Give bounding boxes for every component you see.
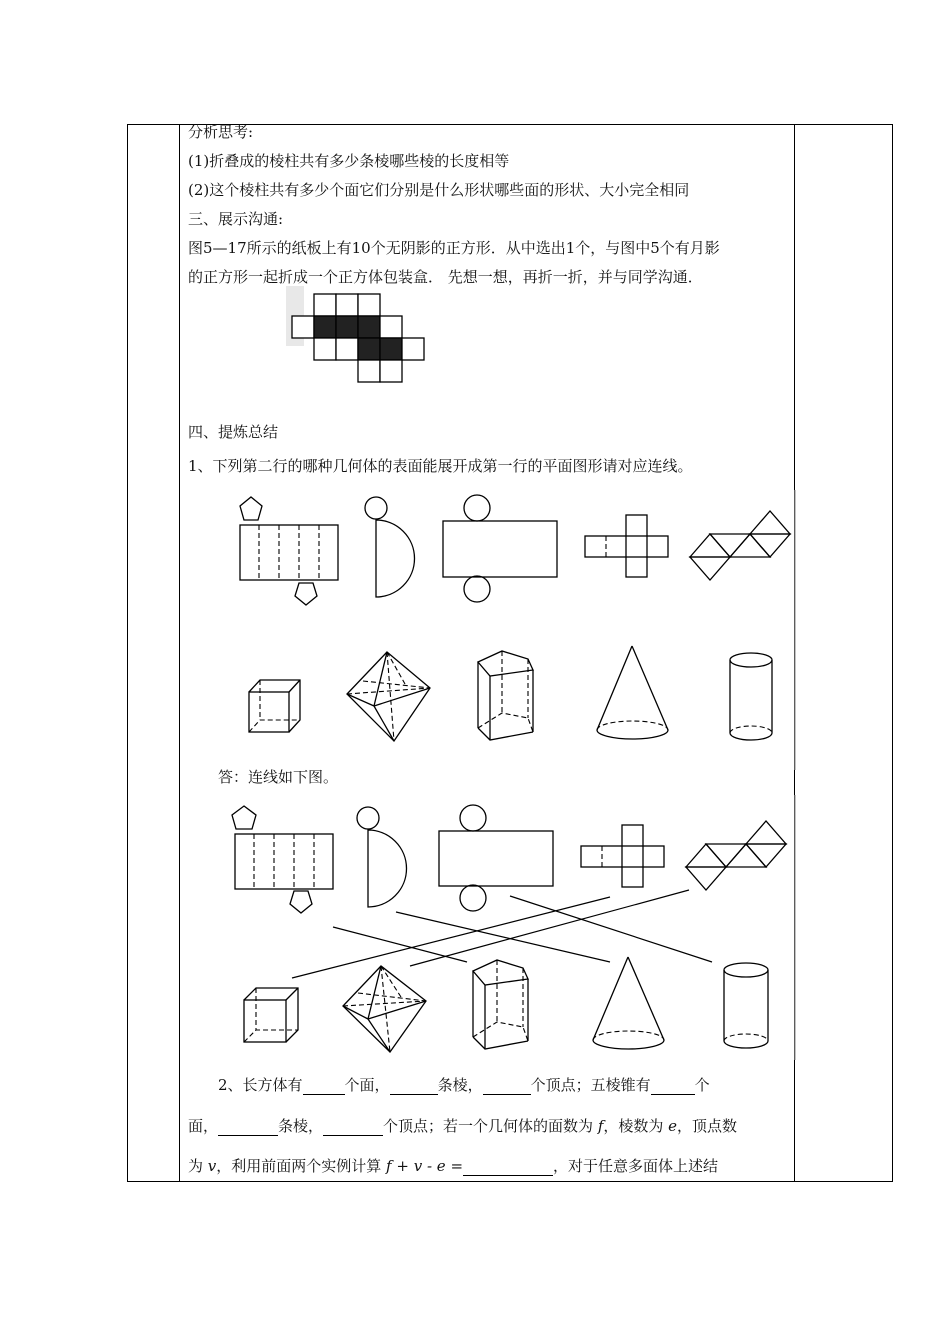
cube-solid-answer: [244, 988, 298, 1042]
question-2-line-1: 2、长方体有 个面， 条棱， 个顶点；五棱锥有 个: [218, 1076, 710, 1094]
cylinder-solid-answer: [724, 963, 768, 1048]
question-2-line-3: 为 v，利用前面两个实例计算 f + v - e = ，对于任意多面体上述结: [188, 1157, 719, 1175]
matching-lines: [292, 890, 712, 978]
pentagonal-prism-solid-answer: [473, 960, 528, 1049]
section3-line-1: 图5—17所示的纸板上有10个无阴影的正方形．从中选出1个，与图中5个有月影: [188, 239, 720, 257]
cylinder-net-answer: [439, 805, 553, 911]
cone-net: [365, 497, 415, 597]
analysis-heading: 分析思考:: [188, 123, 254, 141]
cube-solid: [249, 680, 300, 732]
octahedron-solid: [347, 652, 430, 741]
octahedron-net-answer: [686, 821, 786, 890]
cube-net-answer: [581, 825, 664, 887]
section3-line-2: 的正方形一起折成一个正方体包装盒． 先想一想，再折一折，并与同学沟通．: [188, 268, 703, 286]
cone-solid-answer: [593, 957, 664, 1049]
cube-net: [585, 515, 668, 577]
octahedron-net: [690, 511, 790, 580]
cylinder-solid: [730, 653, 772, 740]
pentagonal-prism-net: [240, 497, 338, 605]
pentagonal-prism-solid: [478, 651, 533, 740]
analysis-question-2: (2)这个棱柱共有多少个面它们分别是什么形状哪些面的形状、大小完全相同: [188, 181, 690, 199]
section4-heading: 四、提炼总结: [188, 423, 279, 441]
section3-heading: 三、展示沟通:: [188, 210, 284, 228]
cardboard-net-figure: [286, 286, 424, 382]
pentagonal-prism-net-answer: [232, 806, 333, 913]
cone-solid: [597, 646, 668, 739]
cone-net-answer: [357, 807, 407, 907]
answer-text: 答：连线如下图。: [218, 768, 339, 786]
octahedron-solid-answer: [343, 966, 426, 1052]
analysis-question-1: (1)折叠成的棱柱共有多少条棱哪些棱的长度相等: [188, 152, 510, 170]
question-2-line-2: 面， 条棱， 个顶点；若一个几何体的面数为 f，棱数为 e，顶点数: [188, 1117, 738, 1135]
cylinder-net: [443, 495, 557, 602]
section4-question-1: 1、下列第二行的哪种几何体的表面能展开成第一行的平面图形请对应连线。: [188, 457, 693, 475]
